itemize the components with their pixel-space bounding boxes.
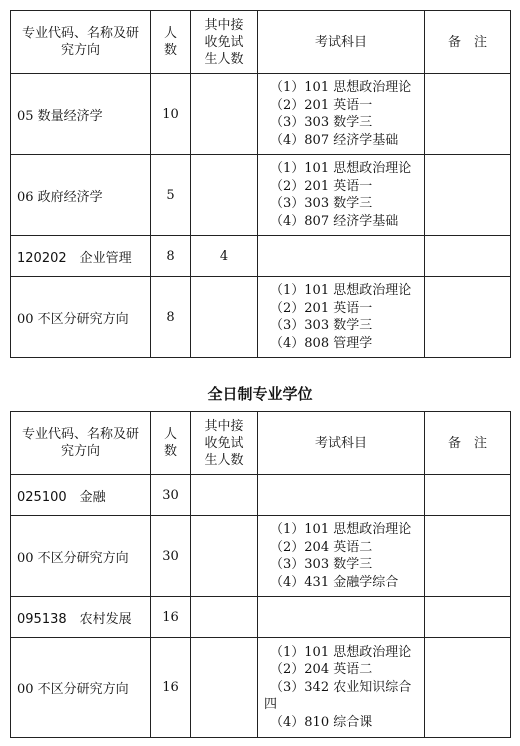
major-name: 05 数量经济学 <box>11 74 151 155</box>
enroll-count: 5 <box>151 155 191 236</box>
admission-table-1 <box>10 10 511 358</box>
enroll-count: 16 <box>151 597 191 638</box>
subject-item: （1）101 思想政治理论 <box>270 644 412 660</box>
remarks-cell <box>425 277 511 358</box>
table-row <box>11 638 511 738</box>
table-row <box>11 475 511 516</box>
subject-item: （4）808 管理学 <box>270 335 373 351</box>
exempt-count <box>191 638 258 738</box>
subject-item-wrap: 四 <box>264 697 278 713</box>
table-row <box>11 236 511 277</box>
table-row <box>11 74 511 155</box>
subject-item: （1）101 思想政治理论 <box>270 80 412 95</box>
table-row <box>11 597 511 638</box>
remarks-cell <box>425 236 511 277</box>
subject-item: （4）431 金融学综合 <box>270 574 399 590</box>
enroll-count: 30 <box>151 475 191 516</box>
table-row <box>11 277 511 358</box>
subject-item: （2）201 英语一 <box>270 178 373 194</box>
enroll-count: 8 <box>151 236 191 277</box>
subject-item: （2）204 英语二 <box>270 662 373 678</box>
exam-subjects <box>258 475 425 516</box>
enroll-count: 16 <box>151 638 191 738</box>
exam-subjects <box>258 597 425 638</box>
exam-subjects <box>258 516 425 597</box>
enroll-count: 10 <box>151 74 191 155</box>
subject-item: （3）303 数学三 <box>270 557 373 572</box>
major-name: 00 不区分研究方向 <box>11 277 151 358</box>
subject-item: （2）201 英语一 <box>270 97 373 113</box>
exam-subjects <box>258 155 425 236</box>
header-remarks: 备 注 <box>425 11 511 74</box>
exempt-count <box>191 516 258 597</box>
exam-subjects <box>258 236 425 277</box>
subject-item: （1）101 思想政治理论 <box>270 522 412 537</box>
major-name: 00 不区分研究方向 <box>11 638 151 738</box>
header-exempt: 其中接收免试生人数 <box>191 11 258 74</box>
exempt-count: 4 <box>191 236 258 277</box>
major-name: 025100 金融 <box>11 475 151 516</box>
exam-subjects <box>258 74 425 155</box>
subject-item: （3）342 农业知识综合 <box>270 679 412 695</box>
subject-item: （3）303 数学三 <box>270 196 373 211</box>
remarks-cell <box>425 516 511 597</box>
exam-subjects <box>258 638 425 738</box>
subject-item: （2）201 英语一 <box>270 300 373 316</box>
exempt-count <box>191 74 258 155</box>
subject-item: （4）807 经济学基础 <box>270 213 399 229</box>
exempt-count <box>191 475 258 516</box>
subject-item: （4）810 综合课 <box>270 714 373 730</box>
exempt-count <box>191 597 258 638</box>
enroll-count: 8 <box>151 277 191 358</box>
section-title: 全日制专业学位 <box>207 385 313 403</box>
subject-item: （3）303 数学三 <box>270 318 373 333</box>
header-exempt: 其中接收免试生人数 <box>191 412 258 475</box>
table-header-row <box>11 11 511 74</box>
subject-item: （1）101 思想政治理论 <box>270 161 412 176</box>
subject-item: （1）101 思想政治理论 <box>270 283 412 298</box>
remarks-cell <box>425 155 511 236</box>
exempt-count <box>191 155 258 236</box>
major-name: 095138 农村发展 <box>11 597 151 638</box>
exempt-count <box>191 277 258 358</box>
subject-item: （2）204 英语二 <box>270 539 373 555</box>
major-name: 06 政府经济学 <box>11 155 151 236</box>
remarks-cell <box>425 475 511 516</box>
header-count: 人数 <box>151 412 191 475</box>
header-subjects: 考试科目 <box>258 11 425 74</box>
header-count: 人数 <box>151 11 191 74</box>
remarks-cell <box>425 638 511 738</box>
remarks-cell <box>425 74 511 155</box>
subject-item: （3）303 数学三 <box>270 115 373 130</box>
header-subjects: 考试科目 <box>258 412 425 475</box>
major-name: 00 不区分研究方向 <box>11 516 151 597</box>
header-remarks: 备 注 <box>425 412 511 475</box>
exam-subjects <box>258 277 425 358</box>
table-row <box>11 155 511 236</box>
major-name: 120202 企业管理 <box>11 236 151 277</box>
remarks-cell <box>425 597 511 638</box>
header-major: 专业代码、名称及研究方向 <box>11 412 151 475</box>
admission-table-2 <box>10 411 511 738</box>
enroll-count: 30 <box>151 516 191 597</box>
subject-item: （4）807 经济学基础 <box>270 132 399 148</box>
table-row <box>11 516 511 597</box>
header-major: 专业代码、名称及研究方向 <box>11 11 151 74</box>
table-header-row <box>11 412 511 475</box>
